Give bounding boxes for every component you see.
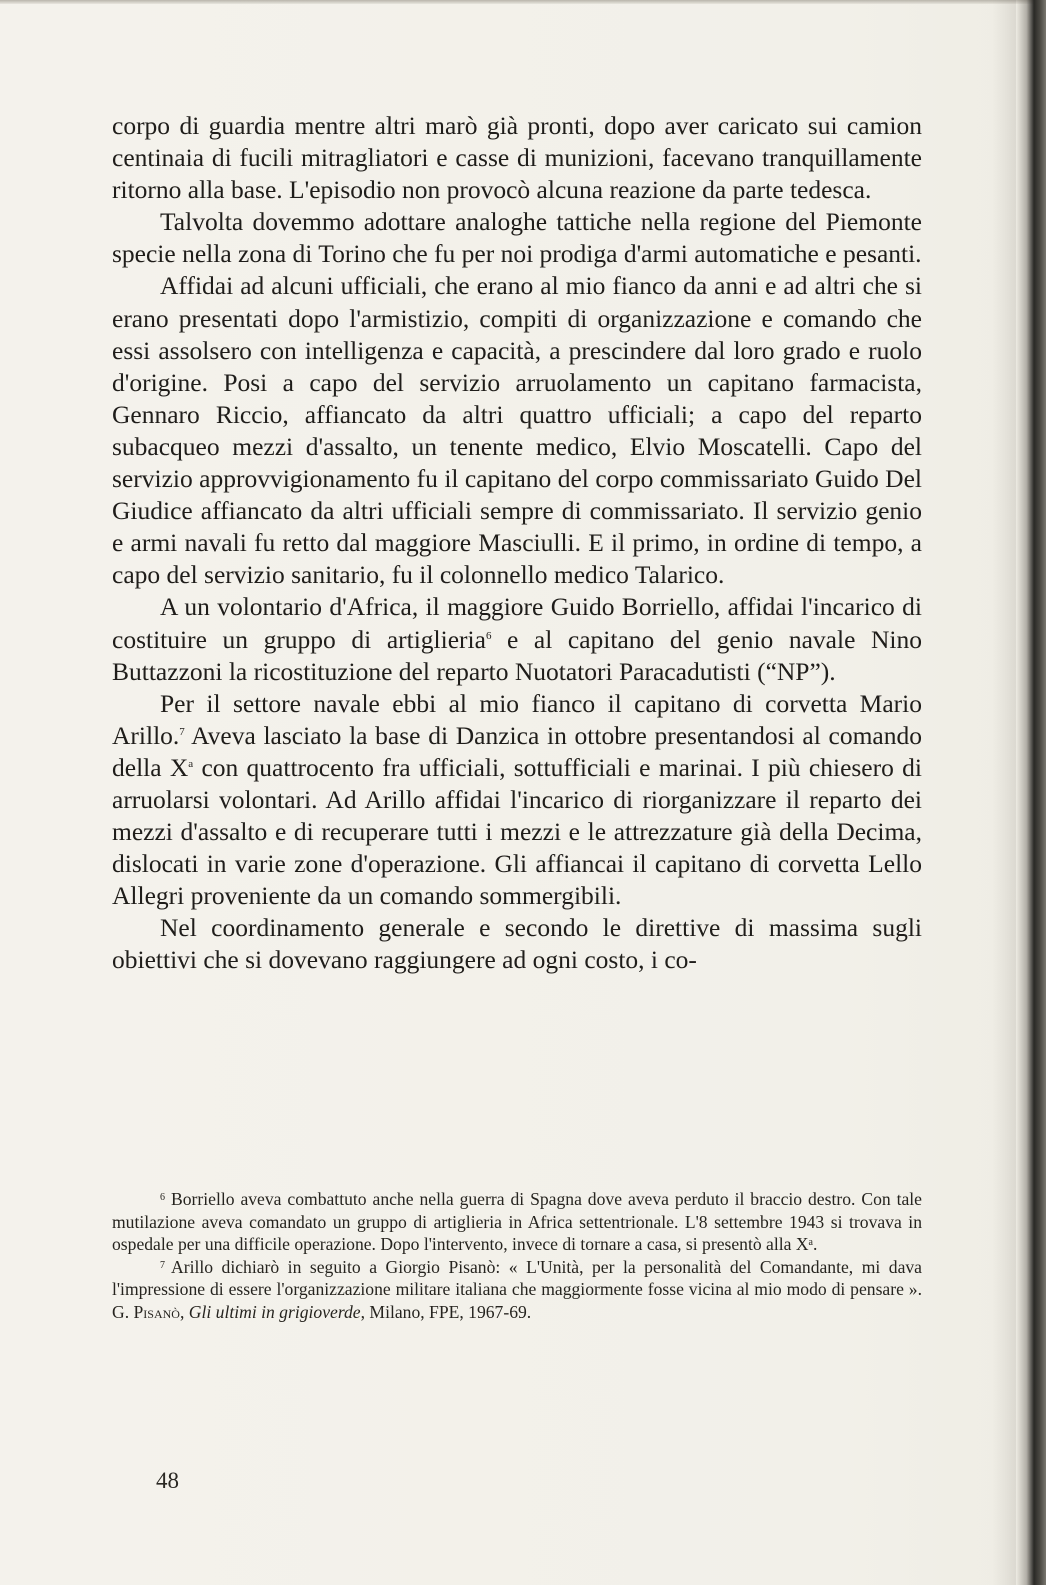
gutter-shadow: [992, 0, 1016, 1585]
main-text: [112, 110, 922, 977]
footnotes: [112, 1188, 922, 1324]
footnote-7: [112, 1256, 922, 1324]
footnote-ref-6: 6: [485, 629, 492, 642]
footnote-6-text: Borriello aveva combattuto anche nella guerra di Spagna dove aveva perduto il braccio destro. Con tale mutilazione aveva comandato un gruppo di artiglieria in Africa settentrionale. L'8 settembre 1943 si trovava in ospedale per una difficile operazione. Dopo l'intervento, invece di tornare a casa, si presentò alla X: [112, 1189, 922, 1255]
footnote-7-end: , Milano, FPE, 1967-69.: [360, 1301, 532, 1322]
paragraph-6: Nel coordinamento generale e secondo le direttive di massima sugli obiettivi che si dovevano raggiungere ad ogni costo, i co-: [112, 913, 922, 975]
footnote-6-end: .: [813, 1234, 818, 1255]
footnote-number-7: 7: [160, 1259, 165, 1271]
paragraph-4-part-1: A un volontario d'Africa, il maggiore Guido Borriello, affidai l'incarico di costituire un gruppo di artiglieria: [112, 592, 922, 654]
paragraph-1: corpo di guardia mentre altri marò già pronti, dopo aver caricato sui camion centinaia di fucili mitragliatori e casse di munizioni, facevano tranquillamente ritorno alla base. L'episodio non provocò alcuna reazione da parte tedesca.: [112, 111, 922, 205]
footnote-7-separator: ,: [179, 1301, 189, 1322]
paragraph-5-part-1: Per il settore navale ebbi al mio fianco il capitano di corvetta Mario Arillo.: [112, 688, 922, 750]
page-top-edge: [0, 0, 1046, 4]
paragraph-5-part-3: con quattrocento fra ufficiali, sottufficiali e marinai. I più chiesero di arruolarsi volontari. Ad Arillo affidai l'incarico di riorganizzare il reparto dei mezzi d'assalto e di recuperare tutti i mezzi e le attrezzature già della Decima, dislocati in varie zone d'operazione. Gli affiancai il capitano di corvetta Lello Allegri proveniente da un comando sommergibili.: [112, 752, 922, 911]
paragraph-3: Affidai ad alcuni ufficiali, che erano al mio fianco da anni e ad altri che si erano presentati dopo l'armistizio, compiti di organizzazione e comando che essi assolsero con intelligenza e capacità, a prescindere dal loro grado e ruolo d'origine. Posi a capo del servizio arruolamento un capitano farmacista, Gennaro Riccio, affiancato da altri quattro ufficiali; a capo del reparto subacqueo mezzi d'assalto, un tenente medico, Elvio Moscatelli. Capo del servizio approvvigionamento fu il capitano del corpo commissariato Guido Del Giudice affiancato da altri ufficiali sempre di commissariato. Il servizio genio e armi navali fu retto dal maggiore Masciulli. E il primo, in ordine di tempo, a capo del servizio sanitario, fu il colonnello medico Talarico.: [112, 271, 922, 590]
footnote-7-author: Pisanò: [133, 1301, 180, 1322]
footnote-7-text: Arillo dichiarò in seguito a Giorgio Pisanò: « L'Unità, per la personalità del Comandante, mi dava l'impressione di essere l'organizzazione militare italiana che maggiormente fosse vicina al mio modo di pensare ». G.: [112, 1256, 922, 1322]
paragraph-2: Talvolta dovemmo adottare analoghe tattiche nella regione del Piemonte specie nella zona di Torino che fu per noi prodiga d'armi automatiche e pesanti.: [112, 207, 922, 269]
paragraph-4-part-2: e al capitano del genio navale Nino Buttazzoni la ricostituzione del reparto Nuotatori Paracadutisti (“NP”).: [112, 624, 922, 686]
paragraph-5: [112, 688, 922, 913]
ordinal-superscript: a: [188, 757, 194, 770]
footnote-ref-7: 7: [179, 725, 185, 738]
paragraph-5-part-2: Aveva lasciato la base di Danzica in ottobre presentandosi al comando della X: [112, 720, 922, 782]
book-binding-edge: [1016, 0, 1046, 1585]
footnote-6: [112, 1188, 922, 1256]
footnote-6-ordinal: a: [808, 1237, 813, 1249]
footnote-7-book-title: Gli ultimi in grigioverde: [188, 1301, 361, 1322]
page-number: 48: [156, 1468, 179, 1493]
paragraph-4: [112, 591, 922, 687]
footnote-number-6: 6: [160, 1192, 165, 1203]
